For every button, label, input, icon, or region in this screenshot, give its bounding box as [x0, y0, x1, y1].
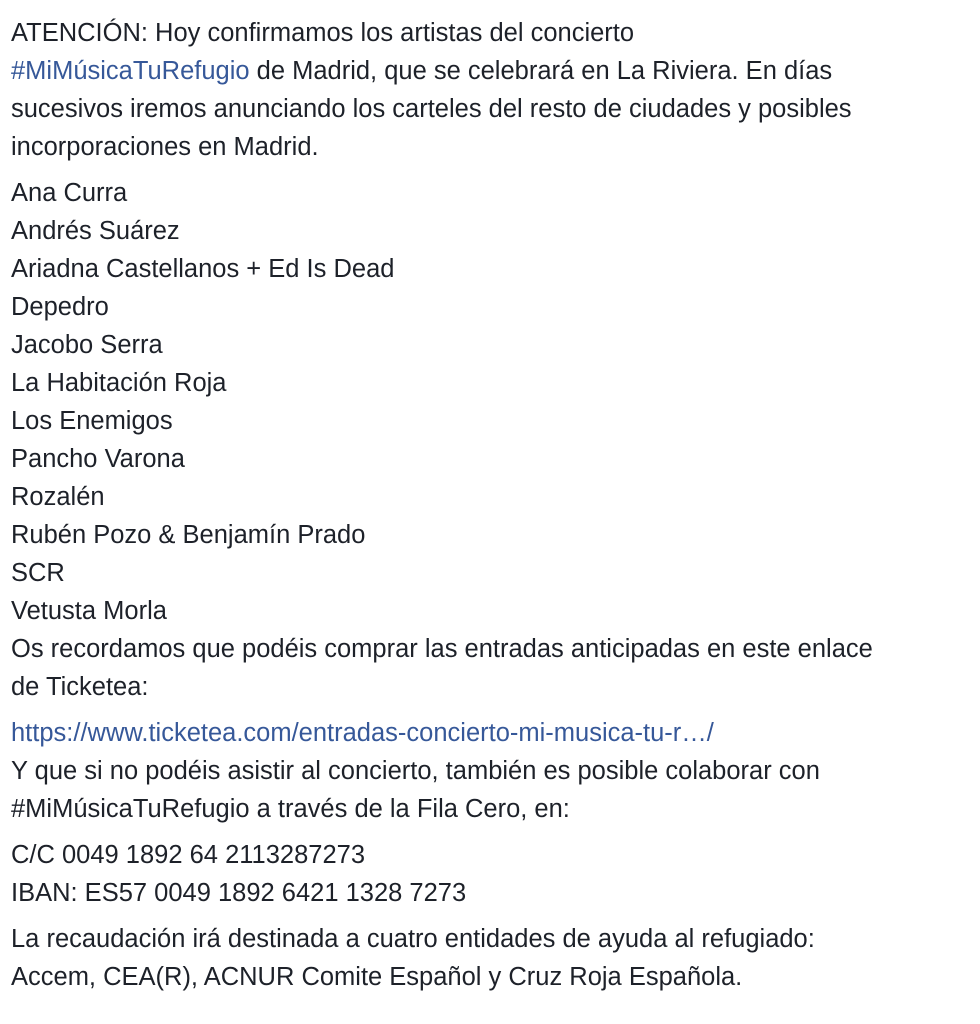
ticketea-link[interactable]: https://www.ticketea.com/entradas-concierto-mi-musica-tu-r…/ — [11, 719, 714, 747]
artist-item: Andrés Suárez — [11, 217, 180, 245]
tickets-line-2: de Ticketea: — [11, 673, 149, 701]
closing-line-1: La recaudación irá destinada a cuatro entidades de ayuda al refugiado: — [11, 925, 815, 953]
closing-line-2: Accem, CEA(R), ACNUR Comite Español y Cruz Roja Española. — [11, 963, 743, 991]
artist-item: Vetusta Morla — [11, 597, 167, 625]
tickets-line-1: Os recordamos que podéis comprar las entradas anticipadas en este enlace — [11, 635, 873, 663]
artist-item: Los Enemigos — [11, 407, 173, 435]
artist-item: Depedro — [11, 293, 109, 321]
bank-account-cc: C/C 0049 1892 64 2113287273 — [11, 841, 365, 869]
artist-item: Rozalén — [11, 483, 105, 511]
intro-line-2 — [11, 52, 966, 90]
artist-item: Jacobo Serra — [11, 331, 163, 359]
intro-line-4: incorporaciones en Madrid. — [11, 133, 319, 161]
post-body — [11, 14, 966, 996]
closing-paragraph — [11, 920, 966, 996]
intro-paragraph — [11, 14, 966, 166]
artist-item: Ariadna Castellanos + Ed Is Dead — [11, 255, 395, 283]
artist-item: Ana Curra — [11, 179, 128, 207]
artist-list — [11, 174, 966, 706]
intro-line-3: sucesivos iremos anunciando los carteles del resto de ciudades y posibles — [11, 95, 852, 123]
fila-cero-line-1: Y que si no podéis asistir al concierto, también es posible colaborar con — [11, 757, 820, 785]
artist-item: SCR — [11, 559, 65, 587]
fila-cero-line-2: #MiMúsicaTuRefugio a través de la Fila Cero, en: — [11, 795, 570, 823]
artist-item: La Habitación Roja — [11, 369, 227, 397]
artist-item: Pancho Varona — [11, 445, 185, 473]
bank-paragraph — [11, 836, 966, 912]
tickets-paragraph — [11, 714, 966, 828]
intro-line-2-text: de Madrid, que se celebrará en La Riviera. En días — [249, 57, 833, 85]
artist-item: Rubén Pozo & Benjamín Prado — [11, 521, 366, 549]
bank-account-iban: IBAN: ES57 0049 1892 6421 1328 7273 — [11, 879, 467, 907]
hashtag-link[interactable]: #MiMúsicaTuRefugio — [11, 57, 250, 85]
intro-line-1: ATENCIÓN: Hoy confirmamos los artistas del concierto — [11, 19, 635, 47]
